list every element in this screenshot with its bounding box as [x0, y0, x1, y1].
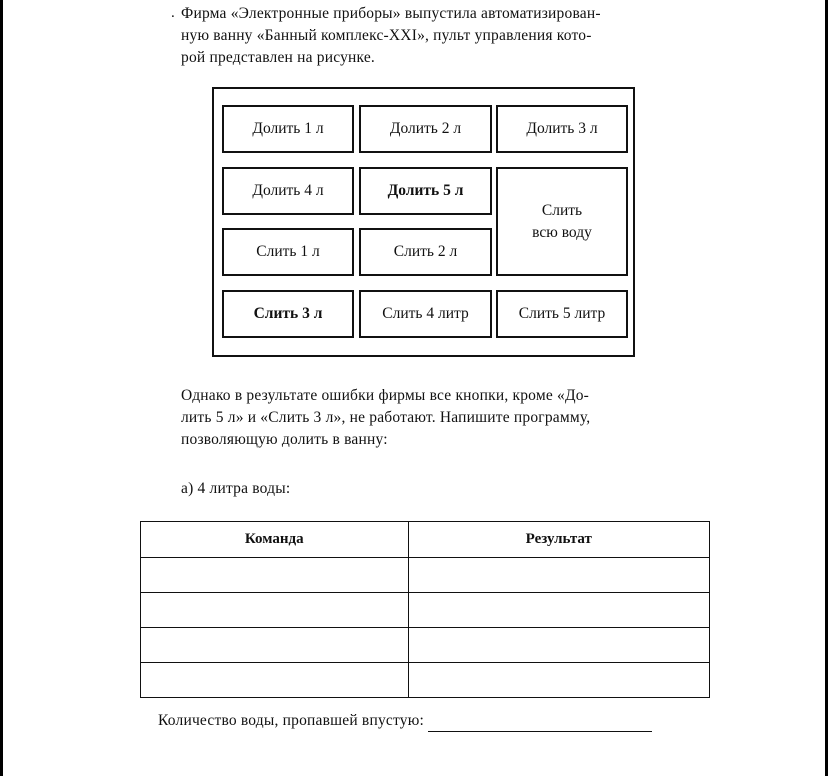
drain-1-button[interactable]: Слить 1 л [222, 228, 354, 276]
intro-paragraph [181, 3, 721, 69]
bullet-mark: . [171, 5, 175, 21]
command-cell[interactable] [141, 593, 409, 628]
drain-4-button[interactable]: Слить 4 литр [359, 290, 492, 338]
answer-blank[interactable] [428, 715, 652, 732]
problem-line: лить 5 л» и «Слить 3 л», не работают. Напишите программу, [181, 409, 591, 426]
answer-table [140, 521, 710, 698]
drain-all-button[interactable] [496, 167, 628, 276]
drain-5-button[interactable]: Слить 5 литр [496, 290, 628, 338]
add-4-button[interactable]: Долить 4 л [222, 167, 354, 215]
add-3-button[interactable]: Долить 3 л [496, 105, 628, 153]
intro-line: рой представлен на рисунке. [181, 49, 376, 66]
drain-all-label-line2: всю воду [532, 223, 592, 241]
result-cell[interactable] [408, 663, 709, 698]
command-cell[interactable] [141, 663, 409, 698]
add-2-button[interactable]: Долить 2 л [359, 105, 492, 153]
table-row [141, 628, 710, 663]
document-page [3, 0, 825, 776]
result-cell[interactable] [408, 558, 709, 593]
wasted-water-line [158, 710, 652, 732]
intro-line: ную ванну «Банный комплекс-XXI», пульт управления кото- [181, 27, 592, 44]
command-cell[interactable] [141, 558, 409, 593]
drain-all-label-line1: Слить [541, 201, 583, 219]
wasted-water-label: Количество воды, пропавшей впустую: [158, 712, 424, 729]
drain-2-button[interactable]: Слить 2 л [359, 228, 492, 276]
result-cell[interactable] [408, 593, 709, 628]
task-a-label: а) 4 литра воды: [181, 480, 291, 497]
column-header-result: Результат [408, 522, 709, 558]
add-1-button[interactable]: Долить 1 л [222, 105, 354, 153]
intro-line: Фирма «Электронные приборы» выпустила автоматизирован- [181, 5, 601, 22]
table-row [141, 663, 710, 698]
drain-3-button[interactable]: Слить 3 л [222, 290, 354, 338]
problem-line: Однако в результате ошибки фирмы все кнопки, кроме «До- [181, 387, 590, 404]
table-row [141, 593, 710, 628]
problem-paragraph [181, 385, 721, 451]
control-panel [212, 87, 635, 357]
add-5-button[interactable]: Долить 5 л [359, 167, 492, 215]
table-header-row [141, 522, 710, 558]
column-header-command: Команда [141, 522, 409, 558]
problem-line: позволяющую долить в ванну: [181, 431, 388, 448]
command-cell[interactable] [141, 628, 409, 663]
result-cell[interactable] [408, 628, 709, 663]
table-row [141, 558, 710, 593]
